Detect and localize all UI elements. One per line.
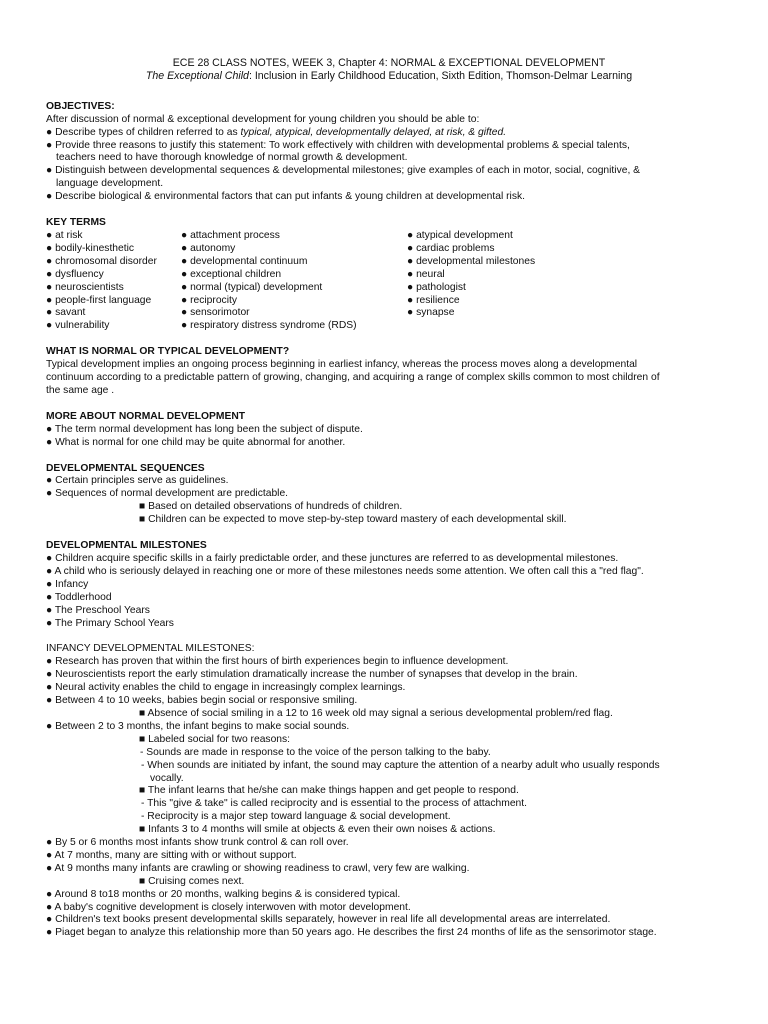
objectives-intro: After discussion of normal & exceptional development for young children you should be able to: xyxy=(46,113,480,125)
list-item: ● Neuroscientists report the early stimulation dramatically increase the number of synapses that develop in the brain. xyxy=(46,669,578,681)
key-terms-column-1 xyxy=(46,230,181,333)
key-term: ● bodily-kinesthetic xyxy=(46,242,135,254)
key-term: ● vulnerability xyxy=(46,320,110,332)
key-term: ● neuroscientists xyxy=(46,281,124,293)
sub-list-item: ■ Based on detailed observations of hundreds of children. xyxy=(139,501,403,513)
key-term: ● synapse xyxy=(407,307,455,319)
key-terms-heading: KEY TERMS xyxy=(46,217,106,229)
list-item: ● Piaget began to analyze this relationship more than 50 years ago. He describes the first 24 months of life as the sensorimotor stage. xyxy=(46,927,657,939)
key-term: ● neural xyxy=(407,268,445,280)
objective-item-continued: teachers need to have thorough knowledge of normal growth & development. xyxy=(56,152,408,164)
sub-list-item: ■ Labeled social for two reasons: xyxy=(139,733,291,745)
key-term: ● atypical development xyxy=(407,229,513,241)
objective-item: ● Describe types of children referred to as typical, atypical, developmentally delayed, at risk, & gifted. xyxy=(46,126,507,138)
key-term: ● pathologist xyxy=(407,281,466,293)
key-term: ● attachment process xyxy=(181,229,280,241)
list-item: ● Infancy xyxy=(46,578,89,590)
key-term: ● cardiac problems xyxy=(407,242,495,254)
sub-sub-list-item: - Reciprocity is a major step toward language & social development. xyxy=(141,811,451,823)
sub-sub-list-item: - Sounds are made in response to the voice of the person talking to the baby. xyxy=(140,746,491,758)
objective-item: ● Describe biological & environmental factors that can put infants & young children at developmental risk. xyxy=(46,191,525,203)
list-item: ● At 9 months many infants are crawling or showing readiness to crawl, very few are walking. xyxy=(46,862,470,874)
list-item: ● By 5 or 6 months most infants show trunk control & can roll over. xyxy=(46,837,349,849)
objective-item: ● Distinguish between developmental sequences & developmental milestones; give examples of each in motor, social, cognitive, & xyxy=(46,165,641,177)
key-term: ● sensorimotor xyxy=(181,307,250,319)
list-item: ● At 7 months, many are sitting with or without support. xyxy=(46,849,297,861)
document-header xyxy=(46,57,732,83)
developmental-sequences-list xyxy=(46,475,732,527)
header-subtitle xyxy=(46,70,732,83)
list-item: ● The term normal development has long been the subject of dispute. xyxy=(46,423,363,435)
normal-development-paragraph: Typical development implies an ongoing process beginning in earliest infancy, whereas the process moves along a developmental continuum according to a predictable pattern of growing, changing, and acquiring a range of complex skills common to most children of the same age . xyxy=(46,359,660,396)
more-about-normal-heading: MORE ABOUT NORMAL DEVELOPMENT xyxy=(46,410,246,422)
developmental-milestones-heading: DEVELOPMENTAL MILESTONES xyxy=(46,540,207,552)
sub-list-item: ■ Absence of social smiling in a 12 to 16 week old may signal a serious developmental problem/red flag. xyxy=(139,707,613,719)
key-term: ● autonomy xyxy=(181,242,236,254)
list-item: ● Children acquire specific skills in a fairly predictable order, and these junctures are referred to as developmental milestones. xyxy=(46,553,619,564)
list-item: ● The Primary School Years xyxy=(46,617,174,629)
sub-sub-list-item-continued: vocally. xyxy=(150,772,184,784)
header-title: ECE 28 CLASS NOTES, WEEK 3, Chapter 4: NORMAL & EXCEPTIONAL DEVELOPMENT xyxy=(172,57,606,69)
list-item: ● Children's text books present developmental skills separately, however in real life all developmental areas are interrelated. xyxy=(46,914,611,926)
key-term: ● respiratory distress syndrome (RDS) xyxy=(181,320,357,332)
sub-list-item: ■ The infant learns that he/she can make things happen and get people to respond. xyxy=(139,785,519,797)
key-term: ● exceptional children xyxy=(181,268,282,280)
list-item: ● Between 4 to 10 weeks, babies begin social or responsive smiling. xyxy=(46,695,358,707)
objectives-heading: OBJECTIVES: xyxy=(46,100,115,112)
objective-item-continued: language development. xyxy=(56,178,164,190)
list-item: ● A baby's cognitive development is closely interwoven with motor development. xyxy=(46,901,411,913)
key-term: ● at risk xyxy=(46,229,83,241)
key-term: ● people-first language xyxy=(46,294,152,306)
list-item: ● What is normal for one child may be quite abnormal for another. xyxy=(46,436,346,448)
more-about-normal-list xyxy=(46,424,732,450)
infancy-milestones-heading: INFANCY DEVELOPMENTAL MILESTONES: xyxy=(46,643,255,655)
key-term: ● reciprocity xyxy=(181,294,237,306)
list-item: ● Between 2 to 3 months, the infant begins to make social sounds. xyxy=(46,720,350,732)
book-details: : Inclusion in Early Childhood Education, Sixth Edition, Thomson-Delmar Learning xyxy=(248,69,633,82)
list-item: ● Around 8 to18 months or 20 months, walking begins & is considered typical. xyxy=(46,888,401,900)
key-terms-column-3 xyxy=(407,230,657,333)
key-term: ● savant xyxy=(46,307,86,319)
developmental-milestones-list xyxy=(46,553,732,630)
infancy-milestones-list xyxy=(46,656,732,940)
key-terms-column-2 xyxy=(181,230,407,333)
key-term: ● developmental continuum xyxy=(181,255,308,267)
objectives-list xyxy=(46,114,732,204)
key-term: ● normal (typical) development xyxy=(181,281,323,293)
list-item: ● Toddlerhood xyxy=(46,591,112,603)
sub-sub-list-item: - When sounds are initiated by infant, the sound may capture the attention of a nearby adult who usually responds xyxy=(141,759,660,771)
list-item: ● Certain principles serve as guidelines. xyxy=(46,475,229,487)
developmental-sequences-heading: DEVELOPMENTAL SEQUENCES xyxy=(46,462,205,474)
key-term: ● dysfluency xyxy=(46,268,104,280)
list-item: ● Research has proven that within the first hours of birth experiences begin to influence development. xyxy=(46,656,509,668)
sub-list-item: ■ Children can be expected to move step-by-step toward mastery of each developmental skill. xyxy=(139,514,567,526)
list-item: ● Neural activity enables the child to engage in increasingly complex learnings. xyxy=(46,682,406,694)
key-term: ● chromosomal disorder xyxy=(46,255,157,267)
sub-list-item: ■ Cruising comes next. xyxy=(139,875,245,887)
key-terms-table xyxy=(46,230,732,333)
list-item: ● A child who is seriously delayed in reaching one or more of these milestones needs some attention. We often call this a "red flag". xyxy=(46,565,644,577)
normal-development-heading: WHAT IS NORMAL OR TYPICAL DEVELOPMENT? xyxy=(46,346,290,358)
sub-sub-list-item: - This "give & take" is called reciprocity and is essential to the process of attachment. xyxy=(141,798,527,810)
key-term: ● developmental milestones xyxy=(407,255,536,267)
list-item: ● Sequences of normal development are predictable. xyxy=(46,488,289,500)
key-term: ● resilience xyxy=(407,294,460,306)
objective-item: ● Provide three reasons to justify this statement: To work effectively with children with developmental problems & special talents, xyxy=(46,139,630,151)
list-item: ● The Preschool Years xyxy=(46,604,150,616)
book-title: The Exceptional Child xyxy=(145,69,249,82)
sub-list-item: ■ Infants 3 to 4 months will smile at objects & even their own noises & actions. xyxy=(139,824,496,836)
